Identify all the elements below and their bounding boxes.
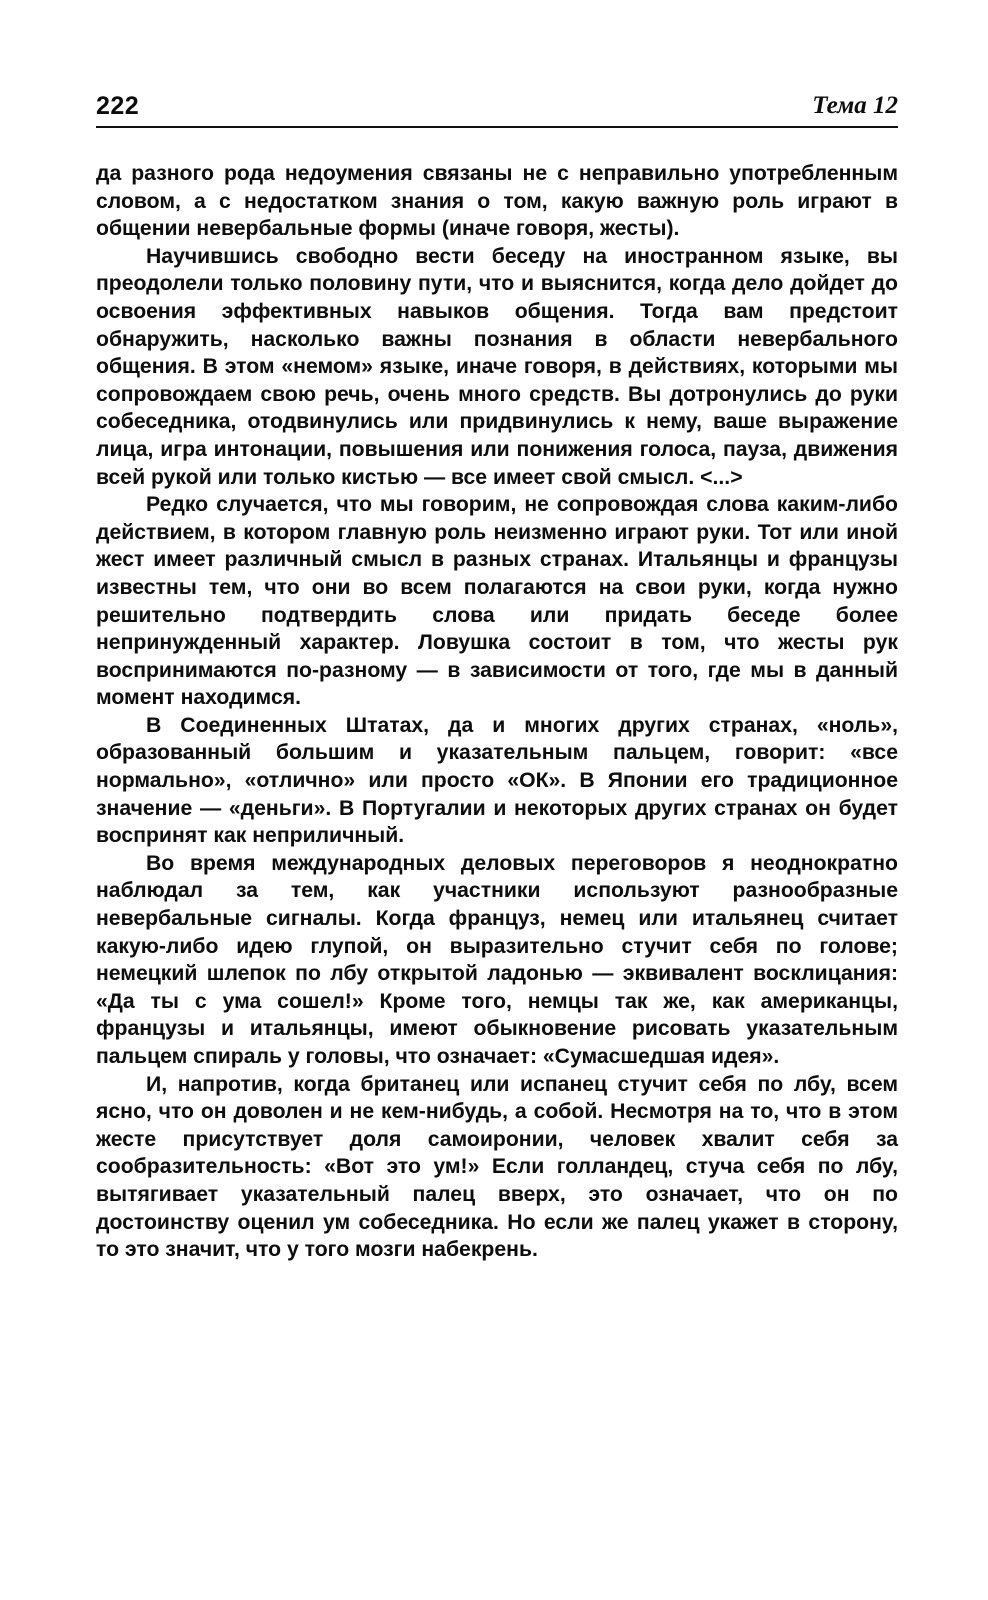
paragraph: Редко случается, что мы говорим, не сопровождая слова каким-либо действием, в котором главную роль неизменно играют руки. Тот или иной жест имеет различный смысл в разных странах. Итальянцы и французы известны тем, что они во всем полагаются на свои руки, когда нужно решительно подтвердить слова или придать беседе более непринужденный характер. Ловушка состоит в том, что жесты рук воспринимаются по-разному — в зависимости от того, где мы в данный момент находимся. xyxy=(96,493,898,710)
paragraph: Научившись свободно вести беседу на иностранном языке, вы преодолели только половину пути, что и выяснится, когда дело дойдет до освоения эффективных навыков общения. Тогда вам предстоит обнаружить, насколько важны познания в области невербального общения. В этом «немом» языке, иначе говоря, в действиях, которыми мы сопровождаем свою речь, очень много средств. Вы дотронулись до руки собеседника, отодвинулись или придвинулись к нему, ваше выражение лица, игра интонации, повышения или понижения голоса, пауза, движения всей рукой или только кистью — все имеет свой смысл. <...> xyxy=(96,244,898,489)
paragraph: Во время международных деловых переговоров я неоднократно наблюдал за тем, как участники используют разнообразные невербальные сигналы. Когда француз, немец или итальянец считает какую-либо идею глупой, он выразительно стучит себя по голове; немецкий шлепок по лбу открытой ладонью — эквивалент восклицания: «Да ты с ума сошел!» Кроме того, немцы так же, как американцы, французы и итальянцы, имеют обыкновение рисовать указательным пальцем спираль у головы, что означает: «Сумасшедшая идея». xyxy=(96,851,898,1068)
body-text xyxy=(96,160,898,1264)
page-number: 222 xyxy=(96,92,140,120)
paragraph: И, напротив, когда британец или испанец стучит себя по лбу, всем ясно, что он доволен и не кем-нибудь, а собой. Несмотря на то, что в этом жесте присутствует доля самоиронии, человек хвалит себя за сообразительность: «Вот это ум!» Если голландец, стуча себя по лбу, вытягивает указательный палец вверх, это означает, что он по достоинству оценил ум собеседника. Но если же палец укажет в сторону, то это значит, что у того мозги набекрень. xyxy=(96,1072,898,1262)
page-header xyxy=(96,88,898,128)
paragraph: да разного рода недоумения связаны не с неправильно употребленным словом, а с недостатком знания о том, какую важную роль играют в общении невербальные формы (иначе говоря, жесты). xyxy=(96,162,898,241)
paragraph: В Соединенных Штатах, да и многих других странах, «ноль», образованный большим и указательным пальцем, говорит: «все нормально», «отлично» или просто «ОК». В Японии его традиционное значение — «деньги». В Португалии и некоторых других странах он будет воспринят как неприличный. xyxy=(96,713,898,848)
running-head: Тема 12 xyxy=(812,92,898,119)
